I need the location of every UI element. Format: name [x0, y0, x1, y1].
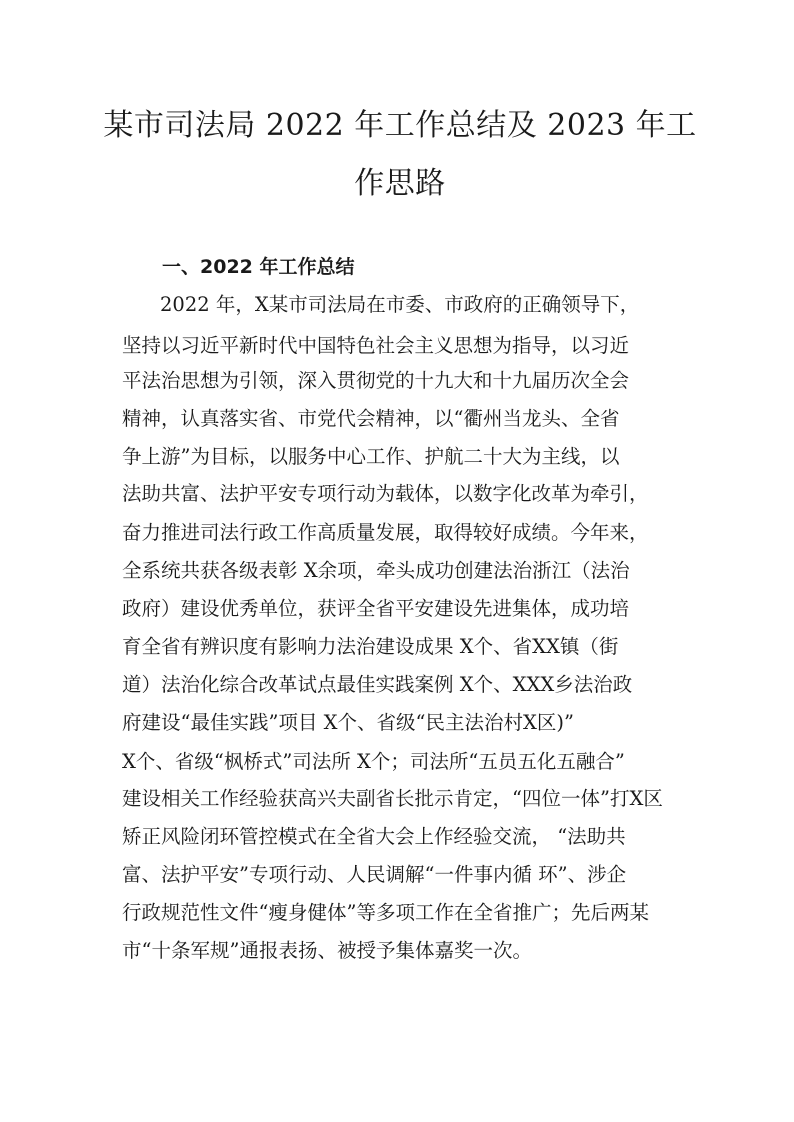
paragraph-line: 富、法护平安”专项行动、人民调解“一件事内循 环”、涉企	[122, 863, 627, 886]
paragraph-line: 争上游”为目标，以服务中心工作、护航二十大为主线，以	[122, 445, 620, 468]
paragraph-line: 法助共富、法护平安专项行动为载体，以数字化改革为牵引，	[122, 482, 649, 505]
paragraph-line: 政府）建设优秀单位，获评全省平安建设先进集体，成功培	[122, 597, 630, 620]
paragraph-line: 育全省有辨识度有影响力法治建设成果 X个、省XX镇（街	[122, 635, 619, 658]
paragraph-line: 道）法治化综合改革试点最佳实践案例 X个、XXX乡法治政	[122, 673, 633, 696]
document-title	[100, 97, 700, 213]
title-line-1: 某市司法局 2022 年工作总结及 2023 年工	[103, 108, 697, 143]
paragraph-line: 行政规范性文件“瘦身健体”等多项工作在全省推广；先后两某	[122, 901, 649, 924]
paragraph-line: 建设相关工作经验获高兴夫副省长批示肯定，“四位一体”打X区	[122, 787, 663, 810]
paragraph-line: 2022 年，X某市司法局在市委、市政府的正确领导下，	[160, 293, 640, 316]
paragraph-line: 平法治思想为引领，深入贯彻党的十九大和十九届历次全会	[122, 369, 630, 392]
paragraph-line: 精神，认真落实省、市党代会精神，以“衢州当龙头、全省	[122, 407, 620, 430]
paragraph-line: 府建设“最佳实践”项目 X个、省级“民主法治村X区)”	[122, 711, 574, 734]
paragraph-line: 坚持以习近平新时代中国特色社会主义思想为指导，以习近	[122, 334, 630, 357]
paragraph-line: 全系统共获各级表彰 X余项，牵头成功创建法治浙江（法治	[122, 559, 630, 582]
paragraph-line: 矫正风险闭环管控模式在全省大会上作经验交流， “法助共	[122, 825, 626, 848]
paragraph-line: X个、省级“枫桥式”司法所 X个；司法所“五员五化五融合”	[122, 750, 625, 773]
section-heading: 一、2022 年工作总结	[162, 256, 355, 278]
paragraph-line: 奋力推进司法行政工作高质量发展，取得较好成绩。今年来，	[122, 521, 649, 544]
paragraph-line: 市“十条军规”通报表扬、被授予集体嘉奖一次。	[122, 939, 532, 962]
title-line-2: 作思路	[354, 166, 446, 201]
